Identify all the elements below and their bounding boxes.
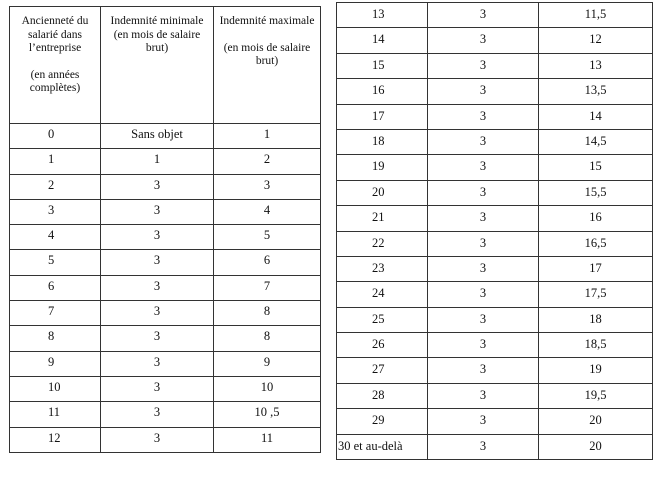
min-indemnity-cell: 3 (101, 275, 214, 300)
table-row (337, 282, 653, 307)
min-indemnity-cell: 3 (101, 351, 214, 376)
header-max-indemnity (214, 7, 321, 124)
max-indemnity-cell: 18 (539, 307, 653, 332)
header-max-label: Indemnité maximale (219, 15, 315, 27)
min-indemnity-cell: 3 (101, 174, 214, 199)
table-row (10, 250, 321, 275)
seniority-cell: 22 (337, 231, 428, 256)
max-indemnity-cell: 14 (539, 104, 653, 129)
indemnity-table-right (336, 2, 653, 460)
max-indemnity-cell: 6 (214, 250, 321, 275)
min-indemnity-cell: 3 (428, 358, 539, 383)
min-indemnity-cell: Sans objet (101, 124, 214, 149)
header-row (10, 7, 321, 124)
min-indemnity-cell: 3 (428, 53, 539, 78)
table-row (337, 231, 653, 256)
seniority-cell: 26 (337, 333, 428, 358)
max-indemnity-cell: 7 (214, 275, 321, 300)
table-row (337, 180, 653, 205)
table-row (337, 358, 653, 383)
seniority-cell: 29 (337, 409, 428, 434)
header-seniority (10, 7, 101, 124)
seniority-cell: 21 (337, 206, 428, 231)
table-row (10, 427, 321, 452)
seniority-cell: 7 (10, 301, 101, 326)
table-row (10, 326, 321, 351)
table-row (10, 275, 321, 300)
table-row (337, 206, 653, 231)
max-indemnity-cell: 4 (214, 199, 321, 224)
max-indemnity-cell: 2 (214, 149, 321, 174)
header-min-label: Indemnité minimale (en mois de salaire brut) (110, 15, 204, 54)
table-row (337, 409, 653, 434)
min-indemnity-cell: 3 (101, 427, 214, 452)
min-indemnity-cell: 3 (428, 79, 539, 104)
seniority-cell: 24 (337, 282, 428, 307)
table-row (10, 301, 321, 326)
max-indemnity-cell: 10 (214, 376, 321, 401)
seniority-cell: 6 (10, 275, 101, 300)
table-row (10, 376, 321, 401)
table-row (337, 79, 653, 104)
min-indemnity-cell: 3 (428, 231, 539, 256)
min-indemnity-cell: 1 (101, 149, 214, 174)
max-indemnity-cell: 15,5 (539, 180, 653, 205)
min-indemnity-cell: 3 (428, 206, 539, 231)
max-indemnity-cell: 16 (539, 206, 653, 231)
table-row (10, 199, 321, 224)
seniority-cell: 14 (337, 28, 428, 53)
min-indemnity-cell: 3 (101, 326, 214, 351)
min-indemnity-cell: 3 (428, 256, 539, 281)
seniority-cell: 12 (10, 427, 101, 452)
seniority-cell: 1 (10, 149, 101, 174)
indemnity-table-left (9, 6, 321, 453)
seniority-cell: 23 (337, 256, 428, 281)
seniority-cell: 13 (337, 3, 428, 28)
table-row (10, 351, 321, 376)
table-row (337, 307, 653, 332)
max-indemnity-cell: 11 (214, 427, 321, 452)
table-row (337, 256, 653, 281)
table-row (337, 53, 653, 78)
header-max-note: (en mois de salaire brut) (223, 41, 311, 67)
min-indemnity-cell: 3 (428, 155, 539, 180)
max-indemnity-cell: 9 (214, 351, 321, 376)
min-indemnity-cell: 3 (101, 376, 214, 401)
min-indemnity-cell: 3 (428, 307, 539, 332)
min-indemnity-cell: 3 (428, 3, 539, 28)
seniority-cell: 4 (10, 225, 101, 250)
min-indemnity-cell: 3 (101, 199, 214, 224)
table-row (337, 104, 653, 129)
table-row (337, 333, 653, 358)
min-indemnity-cell: 3 (101, 250, 214, 275)
max-indemnity-cell: 19 (539, 358, 653, 383)
max-indemnity-cell: 16,5 (539, 231, 653, 256)
seniority-cell: 20 (337, 180, 428, 205)
max-indemnity-cell: 11,5 (539, 3, 653, 28)
header-seniority-note: (en années complètes) (29, 68, 81, 94)
min-indemnity-cell: 3 (101, 225, 214, 250)
max-indemnity-cell: 17 (539, 256, 653, 281)
min-indemnity-cell: 3 (428, 129, 539, 154)
seniority-cell: 0 (10, 124, 101, 149)
min-indemnity-cell: 3 (428, 28, 539, 53)
seniority-cell: 3 (10, 199, 101, 224)
seniority-cell: 9 (10, 351, 101, 376)
min-indemnity-cell: 3 (101, 402, 214, 427)
max-indemnity-cell: 17,5 (539, 282, 653, 307)
max-indemnity-cell: 20 (539, 434, 653, 459)
seniority-cell: 10 (10, 376, 101, 401)
header-seniority-label: Ancienneté du salarié dans l’entreprise (21, 15, 89, 54)
max-indemnity-cell: 20 (539, 409, 653, 434)
table-row (337, 28, 653, 53)
max-indemnity-cell: 19,5 (539, 383, 653, 408)
seniority-cell: 16 (337, 79, 428, 104)
table-row (10, 149, 321, 174)
seniority-cell: 30 et au-delà (337, 434, 428, 459)
min-indemnity-cell: 3 (428, 180, 539, 205)
max-indemnity-cell: 15 (539, 155, 653, 180)
max-indemnity-cell: 18,5 (539, 333, 653, 358)
max-indemnity-cell: 14,5 (539, 129, 653, 154)
table-row (10, 402, 321, 427)
min-indemnity-cell: 3 (428, 434, 539, 459)
table-row (337, 3, 653, 28)
min-indemnity-cell: 3 (428, 409, 539, 434)
table-row (10, 174, 321, 199)
table-row (10, 124, 321, 149)
max-indemnity-cell: 3 (214, 174, 321, 199)
seniority-cell: 2 (10, 174, 101, 199)
max-indemnity-cell: 13,5 (539, 79, 653, 104)
max-indemnity-cell: 5 (214, 225, 321, 250)
seniority-cell: 25 (337, 307, 428, 332)
table-row (337, 129, 653, 154)
max-indemnity-cell: 13 (539, 53, 653, 78)
table-row (337, 434, 653, 459)
seniority-cell: 8 (10, 326, 101, 351)
table-row (337, 383, 653, 408)
max-indemnity-cell: 12 (539, 28, 653, 53)
seniority-cell: 18 (337, 129, 428, 154)
seniority-cell: 28 (337, 383, 428, 408)
max-indemnity-cell: 8 (214, 326, 321, 351)
seniority-cell: 19 (337, 155, 428, 180)
header-min-indemnity (101, 7, 214, 124)
min-indemnity-cell: 3 (428, 333, 539, 358)
table-row (10, 225, 321, 250)
max-indemnity-cell: 8 (214, 301, 321, 326)
min-indemnity-cell: 3 (101, 301, 214, 326)
min-indemnity-cell: 3 (428, 383, 539, 408)
seniority-cell: 27 (337, 358, 428, 383)
seniority-cell: 17 (337, 104, 428, 129)
max-indemnity-cell: 1 (214, 124, 321, 149)
max-indemnity-cell: 10 ,5 (214, 402, 321, 427)
seniority-cell: 11 (10, 402, 101, 427)
seniority-cell: 5 (10, 250, 101, 275)
table-row (337, 155, 653, 180)
min-indemnity-cell: 3 (428, 282, 539, 307)
seniority-cell: 15 (337, 53, 428, 78)
min-indemnity-cell: 3 (428, 104, 539, 129)
